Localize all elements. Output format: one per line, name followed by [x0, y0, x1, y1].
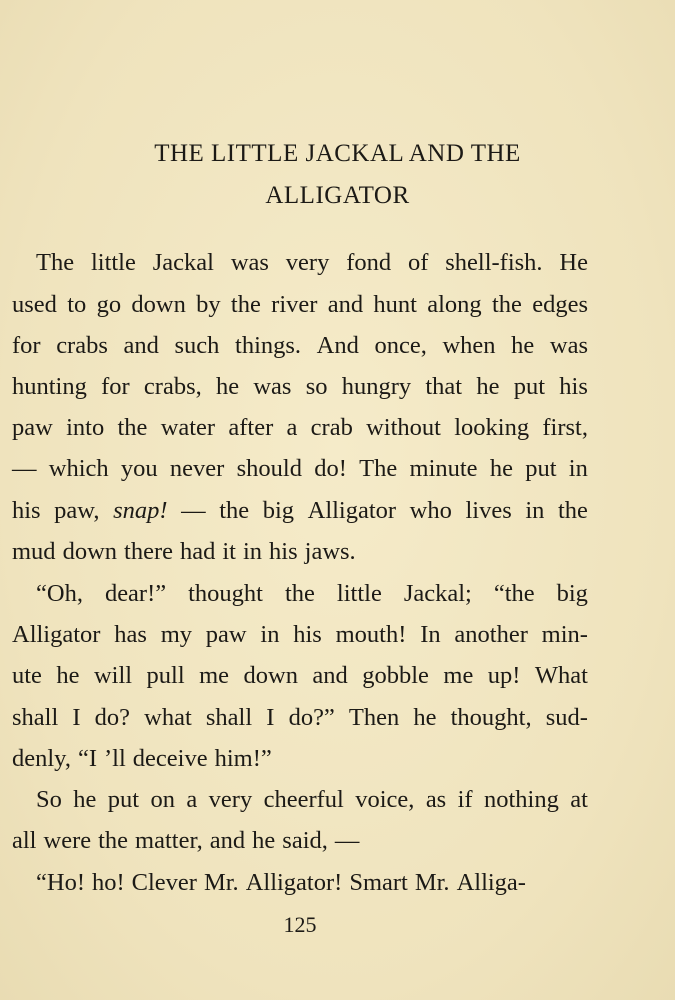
text-line: shall I do? what shall I do?” Then he thought, sud- [12, 704, 588, 731]
text-line: hunting for crabs, he was so hungry that he put his [12, 373, 588, 400]
text-line: denly, “I ’ll deceive him!” [12, 745, 272, 772]
text-line: mud down there had it in his jaws. [12, 538, 356, 565]
chapter-title-line-2: ALLIGATOR [265, 182, 410, 209]
page-number: 125 [283, 912, 317, 937]
text-line: ute he will pull me down and gobble me up! What [12, 662, 588, 689]
text-line: “Ho! ho! Clever Mr. Alligator! Smart Mr. Alliga- [36, 869, 526, 896]
text-line: “Oh, dear!” thought the little Jackal; “the big [36, 580, 588, 607]
text-line: Alligator has my paw in his mouth! In another min- [12, 621, 588, 648]
text-line: all were the matter, and he said, — [12, 827, 360, 854]
text-line: for crabs and such things. And once, when he was [12, 332, 588, 359]
text-line: used to go down by the river and hunt along the edges [12, 291, 588, 318]
text-line: So he put on a very cheerful voice, as if nothing at [36, 786, 588, 813]
text-line: his paw, snap! — the big Alligator who lives in the [12, 497, 588, 524]
chapter-title-line-1: THE LITTLE JACKAL AND THE [154, 140, 521, 167]
text-line: paw into the water after a crab without looking first, [12, 414, 588, 441]
text-line: The little Jackal was very fond of shell-fish. He [36, 249, 588, 276]
text-line: — which you never should do! The minute he put in [12, 455, 588, 482]
